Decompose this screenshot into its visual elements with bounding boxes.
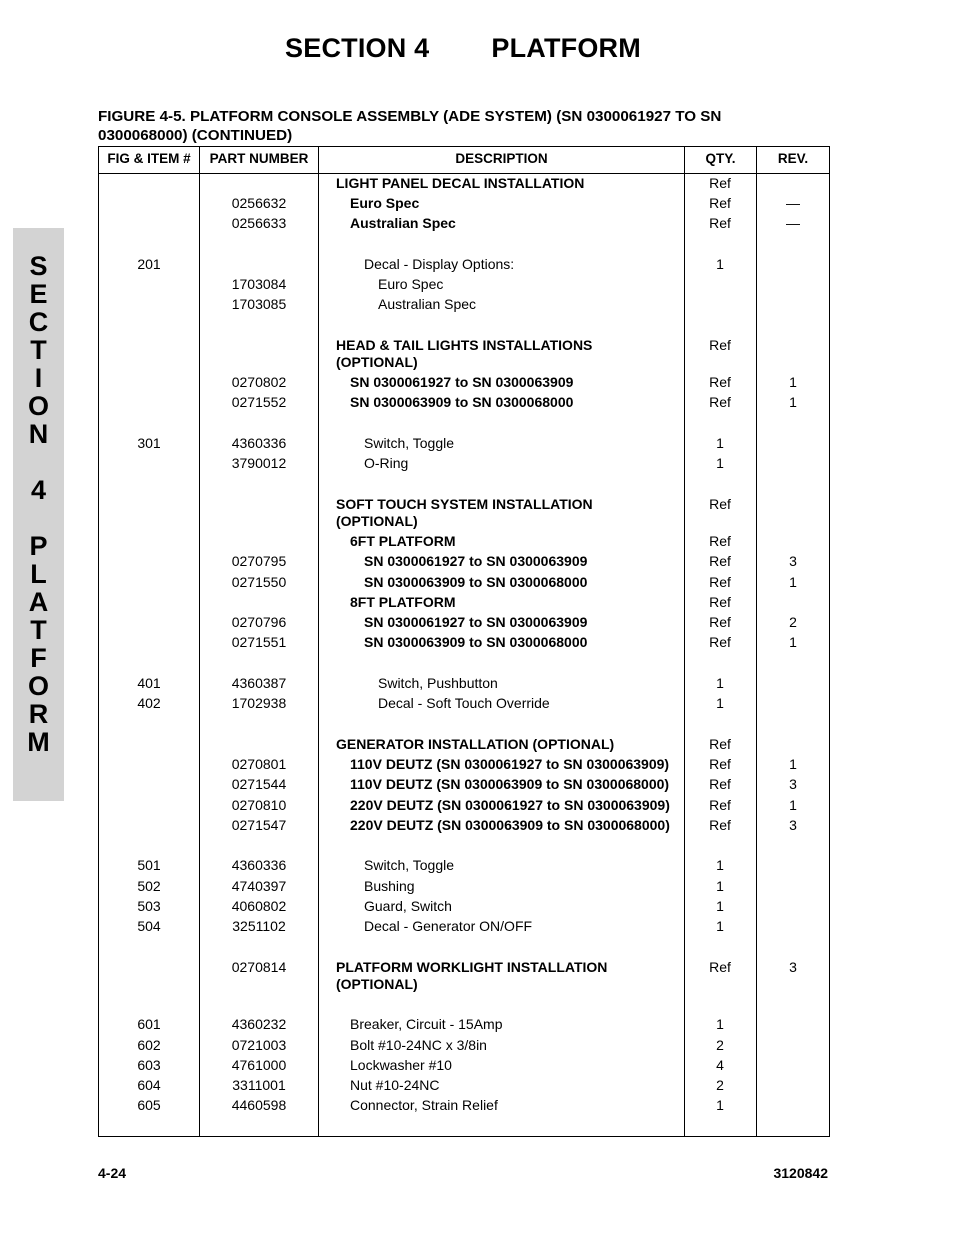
- rev-cell: 3: [789, 959, 797, 975]
- part-number-cell: 0721003: [231, 1037, 287, 1053]
- qty-cell: Ref: [709, 594, 731, 610]
- qty-cell: Ref: [709, 175, 731, 191]
- column-header-description: DESCRIPTION: [455, 151, 548, 166]
- part-number-cell: 0256633: [231, 215, 287, 231]
- part-number-cell: 3311001: [232, 1077, 286, 1093]
- qty-cell: 1: [716, 435, 724, 451]
- description-text: 110V DEUTZ (SN 0300063909 to SN 0300068000): [350, 776, 670, 792]
- section-name: PLATFORM: [491, 33, 641, 63]
- qty-cell: Ref: [709, 496, 731, 512]
- description-text: Bushing: [364, 878, 415, 894]
- fig-cell: 601: [137, 1016, 161, 1032]
- description-cell: [336, 878, 709, 895]
- side-tab-letter: N: [28, 419, 49, 449]
- description-text: Decal - Display Options:: [364, 256, 515, 272]
- qty-cell: 1: [716, 675, 724, 691]
- side-tab-letter: T: [30, 615, 47, 645]
- qty-cell: 2: [716, 1077, 724, 1093]
- column-header-rev: REV.: [777, 151, 809, 166]
- fig-cell: 504: [137, 918, 161, 934]
- part-number-cell: 4460598: [231, 1097, 287, 1113]
- description-text: 220V DEUTZ (SN 0300061927 to SN 0300063909): [350, 797, 670, 813]
- fig-cell: 501: [137, 857, 161, 873]
- description-cell: [336, 496, 681, 530]
- description-cell: [336, 634, 709, 651]
- part-number-cell: 4740397: [231, 878, 287, 894]
- fig-cell: 604: [137, 1077, 161, 1093]
- rev-cell: —: [786, 195, 800, 211]
- description-cell: [336, 918, 709, 935]
- qty-cell: Ref: [709, 614, 731, 630]
- fig-cell: 503: [137, 898, 161, 914]
- side-tab-letter: F: [30, 643, 47, 673]
- qty-cell: Ref: [709, 776, 731, 792]
- page-number: 4-24: [98, 1165, 127, 1181]
- part-number-cell: 0256632: [231, 195, 287, 211]
- description-text: Euro Spec: [378, 276, 444, 292]
- description-cell: [336, 175, 681, 192]
- description-text: Switch, Pushbutton: [378, 675, 498, 691]
- side-tab-letter: A: [28, 587, 49, 617]
- qty-cell: 1: [716, 256, 724, 272]
- part-number-cell: 0271544: [231, 776, 287, 792]
- section-side-tab: [13, 228, 64, 801]
- fig-cell: 402: [137, 695, 161, 711]
- fig-cell: 502: [137, 878, 161, 894]
- description-cell: [336, 898, 709, 915]
- qty-cell: Ref: [709, 215, 731, 231]
- qty-cell: 1: [716, 695, 724, 711]
- description-text: Australian Spec: [378, 296, 477, 312]
- description-text-continued: (OPTIONAL): [336, 513, 418, 529]
- description-text: SN 0300063909 to SN 0300068000: [350, 394, 574, 410]
- description-text: Bolt #10-24NC x 3/8in: [350, 1037, 487, 1053]
- part-number-cell: 0270814: [231, 959, 287, 975]
- part-number-cell: 0270795: [231, 553, 287, 569]
- part-number-cell: 0270810: [231, 797, 287, 813]
- qty-cell: 1: [716, 898, 724, 914]
- part-number-cell: 4060802: [231, 898, 287, 914]
- qty-cell: 1: [716, 1097, 724, 1113]
- column-header-qty: QTY.: [705, 151, 736, 166]
- side-tab-letter: O: [27, 671, 49, 701]
- rev-cell: 3: [789, 817, 797, 833]
- description-text-continued: (OPTIONAL): [336, 354, 418, 370]
- side-tab-letter: I: [34, 363, 43, 393]
- description-cell: [336, 553, 709, 570]
- description-text: SN 0300061927 to SN 0300063909: [364, 553, 588, 569]
- description-cell: [336, 797, 695, 814]
- side-tab-letter: R: [28, 699, 49, 729]
- rev-cell: 3: [789, 776, 797, 792]
- description-text: PLATFORM WORKLIGHT INSTALLATION: [336, 959, 608, 975]
- part-number-cell: 3251102: [232, 918, 286, 934]
- qty-cell: 1: [716, 918, 724, 934]
- description-cell: [336, 394, 695, 411]
- description-text: SN 0300061927 to SN 0300063909: [364, 614, 588, 630]
- description-text: 8FT PLATFORM: [350, 594, 456, 610]
- column-header-part: PART NUMBER: [209, 151, 309, 166]
- description-cell: [336, 1077, 695, 1094]
- description-text: Breaker, Circuit - 15Amp: [350, 1016, 503, 1032]
- section-label: SECTION 4: [285, 33, 430, 63]
- description-text: Connector, Strain Relief: [350, 1097, 498, 1113]
- description-text: Australian Spec: [350, 215, 456, 231]
- description-cell: [336, 374, 695, 391]
- side-tab-letter: L: [30, 559, 47, 589]
- part-number-cell: 0270801: [231, 756, 287, 772]
- description-cell: [336, 296, 723, 313]
- rev-cell: 1: [789, 756, 797, 772]
- qty-cell: 1: [716, 455, 724, 471]
- part-number-cell: 4360232: [231, 1016, 287, 1032]
- qty-cell: 1: [716, 1016, 724, 1032]
- parts-table: [98, 146, 830, 1137]
- description-cell: [336, 756, 695, 773]
- fig-cell: 602: [137, 1037, 161, 1053]
- qty-cell: Ref: [709, 195, 731, 211]
- part-number-cell: 3790012: [231, 455, 287, 471]
- description-text: Switch, Toggle: [364, 435, 455, 451]
- part-number-cell: 4360336: [231, 435, 287, 451]
- part-number-cell: 0271552: [231, 394, 287, 410]
- qty-cell: Ref: [709, 553, 731, 569]
- description-cell: [336, 614, 709, 631]
- side-tab-letter: 4: [30, 475, 47, 505]
- qty-cell: Ref: [709, 634, 731, 650]
- description-text: SN 0300061927 to SN 0300063909: [350, 374, 574, 390]
- description-text: SN 0300063909 to SN 0300068000: [364, 574, 588, 590]
- header-divider: [99, 173, 829, 174]
- fig-cell: 401: [137, 675, 161, 691]
- qty-cell: Ref: [709, 533, 731, 549]
- description-cell: [336, 1016, 695, 1033]
- description-text: GENERATOR INSTALLATION (OPTIONAL): [336, 736, 615, 752]
- qty-cell: Ref: [709, 374, 731, 390]
- part-number-cell: 0271551: [231, 634, 287, 650]
- rev-cell: 2: [789, 614, 797, 630]
- rev-cell: 3: [789, 553, 797, 569]
- document-number: 3120842: [773, 1165, 828, 1181]
- rev-cell: 1: [789, 374, 797, 390]
- description-text: O-Ring: [364, 455, 409, 471]
- part-number-cell: 1702938: [231, 695, 287, 711]
- description-cell: [336, 817, 695, 834]
- rev-cell: 1: [789, 574, 797, 590]
- part-number-cell: 1703084: [231, 276, 287, 292]
- description-cell: [336, 857, 709, 874]
- description-cell: [336, 215, 695, 232]
- part-number-cell: 4360336: [231, 857, 287, 873]
- part-number-cell: 4360387: [231, 675, 287, 691]
- page-title: [0, 33, 926, 64]
- description-text: Switch, Toggle: [364, 857, 455, 873]
- rev-cell: 1: [789, 394, 797, 410]
- description-cell: [336, 455, 709, 472]
- part-number-cell: 0270796: [231, 614, 287, 630]
- description-text: Euro Spec: [350, 195, 420, 211]
- description-cell: [336, 435, 709, 452]
- part-number-cell: 0271550: [231, 574, 287, 590]
- figure-title: FIGURE 4-5. PLATFORM CONSOLE ASSEMBLY (ADE SYSTEM) (SN 0300061927 TO SN 0300068000) (CONTINUED): [98, 108, 722, 144]
- side-tab-letter: P: [29, 531, 48, 561]
- rev-cell: 1: [789, 634, 797, 650]
- qty-cell: Ref: [709, 337, 731, 353]
- description-text: SOFT TOUCH SYSTEM INSTALLATION: [336, 496, 593, 512]
- description-cell: [336, 736, 681, 753]
- qty-cell: Ref: [709, 736, 731, 752]
- description-cell: [336, 1057, 695, 1074]
- description-text: 6FT PLATFORM: [350, 533, 456, 549]
- column-header-fig: FIG & ITEM #: [107, 151, 191, 166]
- description-cell: [336, 276, 723, 293]
- description-text: Nut #10-24NC: [350, 1077, 440, 1093]
- description-text: 220V DEUTZ (SN 0300063909 to SN 0300068000): [350, 817, 670, 833]
- column-divider: [318, 147, 319, 1136]
- fig-cell: 301: [137, 435, 161, 451]
- description-cell: [336, 533, 695, 550]
- description-cell: [336, 675, 723, 692]
- qty-cell: Ref: [709, 574, 731, 590]
- description-text: Decal - Soft Touch Override: [378, 695, 550, 711]
- qty-cell: Ref: [709, 756, 731, 772]
- fig-cell: 605: [137, 1097, 161, 1113]
- part-number-cell: 0271547: [231, 817, 287, 833]
- description-cell: [336, 337, 681, 371]
- description-text: 110V DEUTZ (SN 0300061927 to SN 0300063909): [350, 756, 670, 772]
- description-cell: [336, 776, 695, 793]
- description-text: Decal - Generator ON/OFF: [364, 918, 533, 934]
- fig-cell: 603: [137, 1057, 161, 1073]
- fig-cell: 201: [137, 256, 161, 272]
- description-text: LIGHT PANEL DECAL INSTALLATION: [336, 175, 585, 191]
- description-cell: [336, 695, 723, 712]
- qty-cell: 1: [716, 878, 724, 894]
- qty-cell: Ref: [709, 797, 731, 813]
- side-tab-letter: S: [29, 251, 48, 281]
- qty-cell: 1: [716, 857, 724, 873]
- description-cell: [336, 574, 709, 591]
- description-cell: [336, 1097, 695, 1114]
- description-cell: [336, 594, 695, 611]
- description-cell: [336, 195, 695, 212]
- description-cell: [336, 256, 709, 273]
- part-number-cell: 4761000: [231, 1057, 287, 1073]
- qty-cell: 2: [716, 1037, 724, 1053]
- description-text: HEAD & TAIL LIGHTS INSTALLATIONS: [336, 337, 593, 353]
- description-text: SN 0300063909 to SN 0300068000: [364, 634, 588, 650]
- qty-cell: Ref: [709, 817, 731, 833]
- rev-cell: 1: [789, 797, 797, 813]
- qty-cell: Ref: [709, 959, 731, 975]
- side-tab-letter: O: [27, 391, 49, 421]
- description-text-continued: (OPTIONAL): [336, 976, 418, 992]
- side-tab-letter: C: [28, 307, 49, 337]
- description-text: Lockwasher #10: [350, 1057, 452, 1073]
- description-cell: [336, 959, 681, 993]
- description-text: Guard, Switch: [364, 898, 452, 914]
- description-cell: [336, 1037, 695, 1054]
- part-number-cell: 0270802: [231, 374, 287, 390]
- side-tab-letter: M: [27, 727, 50, 757]
- rev-cell: —: [786, 215, 800, 231]
- qty-cell: 4: [716, 1057, 724, 1073]
- side-tab-letter: E: [29, 279, 48, 309]
- part-number-cell: 1703085: [231, 296, 287, 312]
- qty-cell: Ref: [709, 394, 731, 410]
- side-tab-letter: T: [30, 335, 47, 365]
